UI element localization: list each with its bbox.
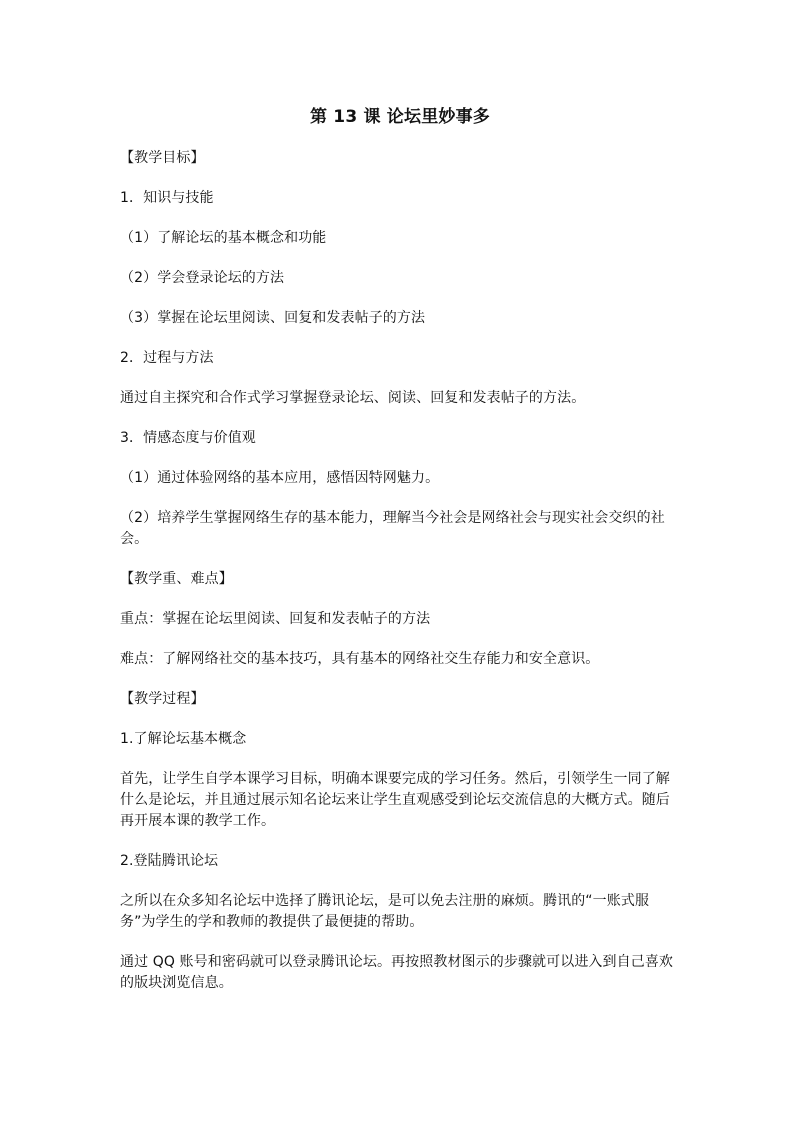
subheading-attitude-values: 3．情感态度与价值观 — [120, 430, 256, 446]
section-heading-objectives: 【教学目标】 — [120, 150, 205, 166]
objective-item: （1）了解论坛的基本概念和功能 — [120, 230, 327, 246]
body-paragraph: 通过自主探究和合作式学习掌握登录论坛、阅读、回复和发表帖子的方法。 — [120, 390, 586, 406]
process-step-heading: 1.了解论坛基本概念 — [120, 731, 247, 747]
subheading-process-method: 2．过程与方法 — [120, 350, 214, 366]
objective-item: （2）培养学生掌握网络生存的基本能力，理解当今社会是网络社会与现实社会交织的社会。 — [120, 510, 665, 547]
section-heading-process: 【教学过程】 — [120, 691, 205, 707]
document-content — [120, 104, 680, 1013]
objective-item: （1）通过体验网络的基本应用，感悟因特网魅力。 — [120, 470, 440, 486]
page-title: 第 13 课 论坛里妙事多 — [309, 107, 490, 127]
section-heading-key-points: 【教学重、难点】 — [120, 571, 233, 587]
difficult-point: 难点：了解网络社交的基本技巧，具有基本的网络社交生存能力和安全意识。 — [120, 651, 600, 667]
process-step-heading: 2.登陆腾讯论坛 — [120, 853, 219, 869]
objective-item: （2）学会登录论坛的方法 — [120, 270, 285, 286]
objective-item: （3）掌握在论坛里阅读、回复和发表帖子的方法 — [120, 310, 426, 326]
body-paragraph: 之所以在众多知名论坛中选择了腾讯论坛，是可以免去注册的麻烦。腾讯的“一账式服务”为学生的学和教师的教提供了最便捷的帮助。 — [120, 893, 650, 930]
body-paragraph: 通过 QQ 账号和密码就可以登录腾讯论坛。再按照教材图示的步骤就可以进入到自己喜欢的版块浏览信息。 — [120, 954, 674, 991]
subheading-knowledge-skills: 1．知识与技能 — [120, 190, 214, 206]
key-point: 重点：掌握在论坛里阅读、回复和发表帖子的方法 — [120, 611, 431, 627]
body-paragraph: 首先，让学生自学本课学习目标，明确本课要完成的学习任务。然后，引领学生一同了解什么是论坛，并且通过展示知名论坛来让学生直观感受到论坛交流信息的大概方式。随后再开展本课的教学工作。 — [120, 771, 670, 829]
